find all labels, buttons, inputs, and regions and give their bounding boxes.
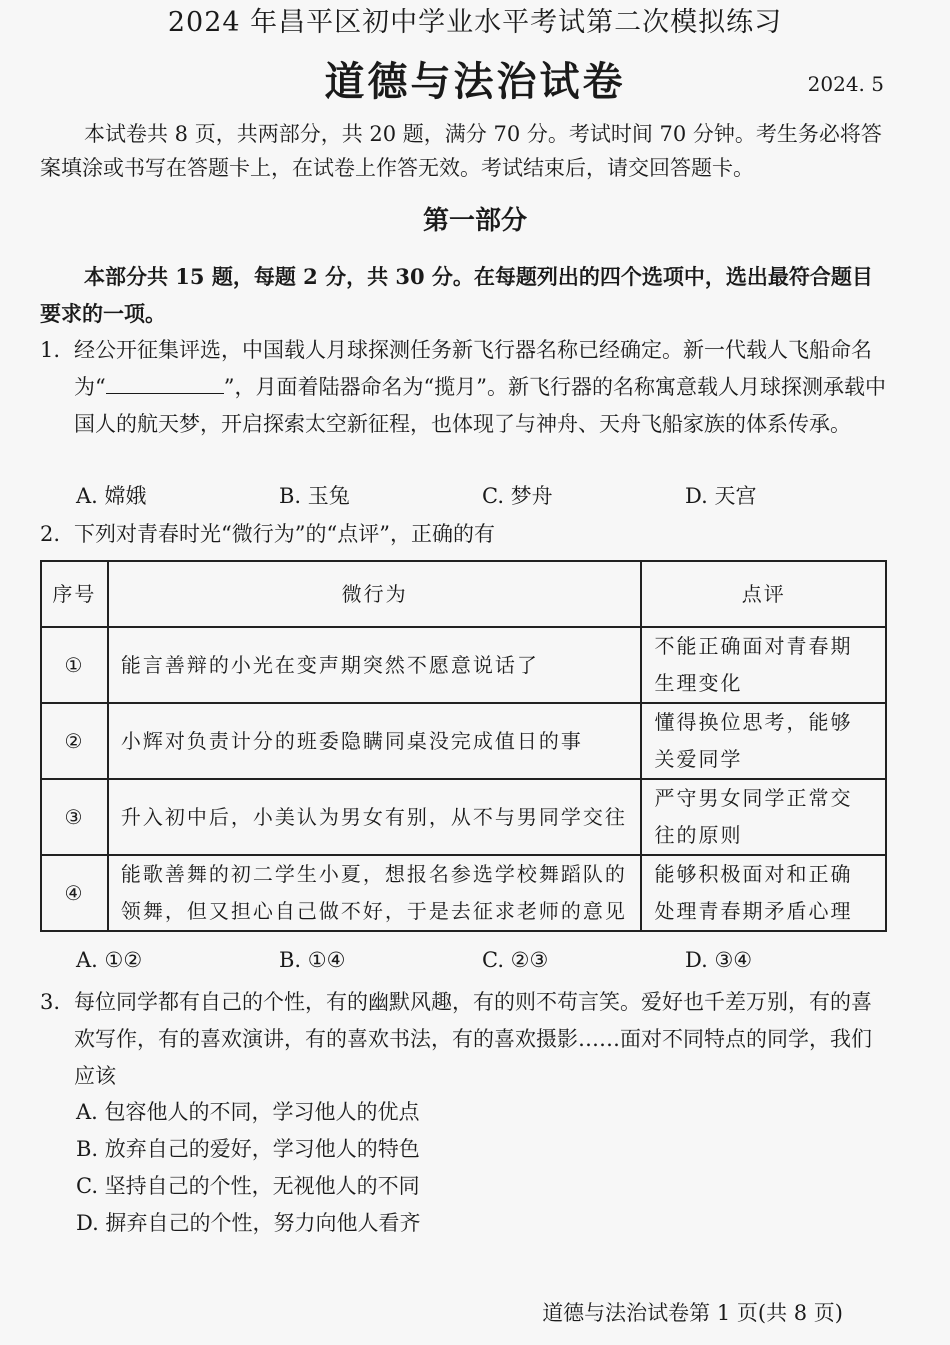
question-2 [40, 516, 890, 553]
option-a: A. 包容他人的不同，学习他人的优点 [76, 1100, 420, 1124]
section-instructions: 本部分共 15 题，每题 2 分，共 30 分。在每题列出的四个选项中，选出最符合题目要求的一项。 [40, 264, 873, 326]
table-cell: 不能正确面对青春期生理变化 [641, 627, 886, 703]
option-c: C. ②③ [482, 948, 549, 972]
question-2-options [76, 948, 896, 982]
table-row [41, 703, 886, 779]
table-cell: 升入初中后，小美认为男女有别，从不与男同学交往 [108, 779, 642, 855]
column-header: 微行为 [108, 561, 642, 627]
table-cell: ① [41, 627, 108, 703]
question-number: 1. [40, 338, 61, 362]
table-row [41, 779, 886, 855]
option-c: C. 坚持自己的个性，无视他人的不同 [76, 1174, 420, 1198]
table-row [41, 627, 886, 703]
option-b: B. ①④ [279, 948, 346, 972]
exam-date: 2024. 5 [807, 72, 884, 96]
question-number: 2. [40, 522, 61, 546]
table-cell: ③ [41, 779, 108, 855]
table-cell: ④ [41, 855, 108, 931]
table-cell: 能够积极面对和正确处理青春期矛盾心理 [641, 855, 886, 931]
table-row [41, 855, 886, 931]
table-cell: 懂得换位思考，能够关爱同学 [641, 703, 886, 779]
column-header: 点评 [641, 561, 886, 627]
question-text: 每位同学都有自己的个性，有的幽默风趣，有的则不苟言笑。爱好也千差万别，有的喜欢写作，有的喜欢演讲，有的喜欢书法，有的喜欢摄影……面对不同特点的同学，我们应该 [74, 990, 872, 1088]
table-cell: 能言善辩的小光在变声期突然不愿意说话了 [108, 627, 642, 703]
table-header-row [41, 561, 886, 627]
fill-blank [106, 373, 224, 394]
table-cell: 能歌善舞的初二学生小夏，想报名参选学校舞蹈队的领舞，但又担心自己做不好，于是去征求老师的意见 [108, 855, 642, 931]
column-header: 序号 [41, 561, 108, 627]
page-footer: 道德与法治试卷第 1 页(共 8 页) [542, 1301, 843, 1325]
question-text: 下列对青春时光“微行为”的“点评”，正确的有 [74, 522, 495, 546]
question-1-options [76, 480, 896, 514]
exam-title: 2024 年昌平区初中学业水平考试第二次模拟练习 [167, 7, 783, 38]
table-cell: 严守男女同学正常交往的原则 [641, 779, 886, 855]
option-a: A. ①② [76, 948, 143, 972]
option-b: B. 玉兔 [279, 484, 350, 508]
question-text: 经公开征集评选，中国载人月球探测任务新飞行器名称已经确定。新一代载人飞船命名为“ ”，月面着陆器命名为“揽月”。新飞行器的名称寓意载人月球探测承载中国人的航天梦，开启探索太空新征程，也体现了与神舟、天舟飞船家族的体系传承。 [74, 338, 886, 436]
option-a: A. 嫦娥 [76, 484, 147, 508]
option-d: D. 天宫 [685, 484, 757, 508]
option-d: D. 摒弃自己的个性，努力向他人看齐 [76, 1211, 421, 1235]
intro-paragraph: 本试卷共 8 页，共两部分，共 20 题，满分 70 分。考试时间 70 分钟。考生务必将答案填涂或书写在答题卡上，在试卷上作答无效。考试结束后，请交回答题卡。 [40, 122, 882, 180]
option-b: B. 放弃自己的爱好，学习他人的特色 [76, 1137, 420, 1161]
section-title: 第一部分 [422, 206, 527, 236]
table-cell: 小辉对负责计分的班委隐瞒同桌没完成值日的事 [108, 703, 642, 779]
table-cell: ② [41, 703, 108, 779]
question-number: 3. [40, 990, 61, 1014]
behavior-review-table [40, 560, 887, 932]
subject-title: 道德与法治试卷 [324, 58, 626, 105]
option-c: C. 梦舟 [482, 484, 553, 508]
question-1 [40, 332, 890, 443]
question-3 [40, 984, 890, 1095]
option-d: D. ③④ [685, 948, 753, 972]
